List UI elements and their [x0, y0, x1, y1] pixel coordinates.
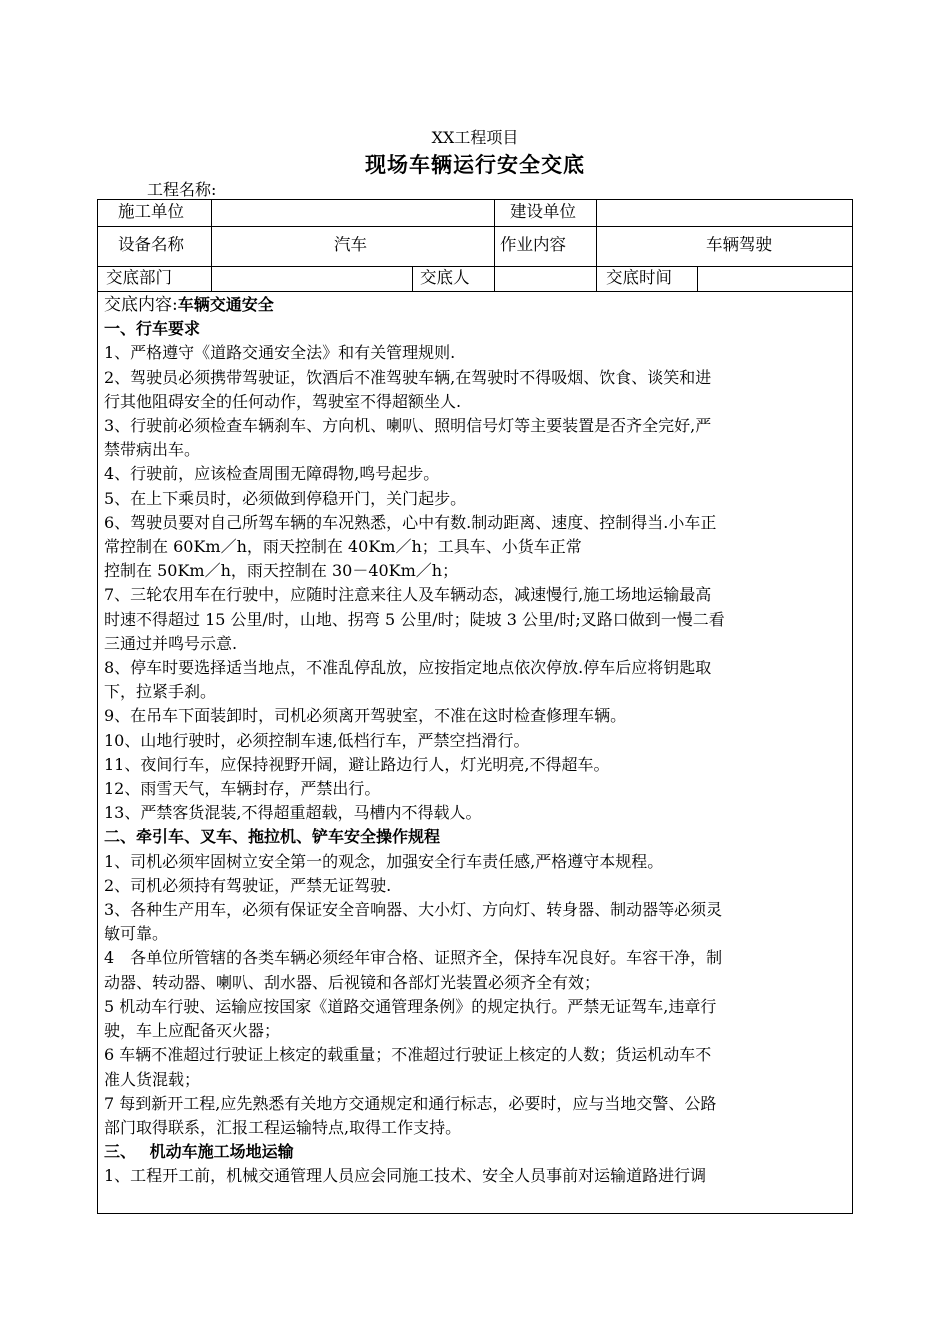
col-divider: [494, 200, 495, 266]
content-line: 2、驾驶员必须携带驾驶证，饮酒后不准驾驶车辆,在驾驶时不得吸烟、饮食、谈笑和进: [104, 367, 712, 387]
job-label: 作业内容: [500, 235, 566, 254]
row-divider: [98, 291, 852, 292]
content-line: 4 各单位所管辖的各类车辆必须经年审合格、证照齐全，保持车况良好。车容干净，制: [104, 948, 723, 968]
content-line: 6 车辆不准超过行驶证上核定的载重量；不准超过行驶证上核定的人数；货运机动车不: [104, 1045, 712, 1065]
content-line: 常控制在 60Km／h，雨天控制在 40Km／h；工具车、小货车正常: [104, 537, 582, 557]
content-line: 5 机动车行驶、运输应按国家《道路交通管理条例》的规定执行。严禁无证驾车,违章行: [104, 996, 717, 1016]
content-line: 11、夜间行车，应保持视野开阔，避让路边行人，灯光明亮,不得超车。: [104, 754, 610, 774]
content-line: 7 每到新开工程,应先熟悉有关地方交通规定和通行标志，必要时，应与当地交警、公路: [104, 1093, 717, 1113]
section-heading: 三、 机动车施工场地运输: [104, 1142, 294, 1162]
content-line: 12、雨雪天气，车辆封存，严禁出行。: [104, 779, 381, 799]
content-line: 1、司机必须牢固树立安全第一的观念，加强安全行车责任感,严格遵守本规程。: [104, 851, 664, 871]
col-divider: [596, 266, 597, 291]
col-divider: [596, 200, 597, 266]
content-line: 2、司机必须持有驾驶证，严禁无证驾驶.: [104, 875, 392, 895]
content-line: 3、行驶前必须检查车辆刹车、方向机、喇叭、照明信号灯等主要装置是否齐全完好,严: [104, 416, 712, 436]
content-line: 行其他阻碍安全的任何动作，驾驶室不得超额坐人.: [104, 391, 462, 411]
content-line: 下，拉紧手刹。: [104, 682, 217, 702]
equipment-value: 汽车: [334, 235, 367, 254]
document-title: 现场车辆运行安全交底: [365, 152, 585, 177]
section-heading: 一、行车要求: [104, 319, 201, 339]
content-line: 7、三轮农用车在行驶中，应随时注意来往人及车辆动态，减速慢行,施工场地运输最高: [104, 585, 712, 605]
content-line: 5、在上下乘员时，必须做到停稳开门，关门起步。: [104, 488, 467, 508]
section-heading: 二、牵引车、叉车、拖拉机、铲车安全操作规程: [104, 827, 441, 847]
col-divider: [494, 266, 495, 291]
content-line: 准人货混载；: [104, 1069, 201, 1089]
dept-label: 交底部门: [106, 268, 172, 287]
owner-unit-label: 建设单位: [510, 202, 576, 221]
content-line: 禁带病出车。: [104, 440, 201, 460]
content-line: 4、行驶前，应该检查周围无障碍物,鸣号起步。: [104, 464, 440, 484]
col-divider: [412, 266, 413, 291]
content-line: 10、山地行驶时，必须控制车速,低档行车，严禁空挡滑行。: [104, 730, 530, 750]
job-value: 车辆驾驶: [706, 235, 772, 254]
content-line: 9、在吊车下面装卸时，司机必须离开驾驶室，不准在这时检查修理车辆。: [104, 706, 627, 726]
col-divider: [211, 266, 212, 291]
col-divider: [211, 200, 212, 266]
content-intro-label: 交底内容:: [104, 295, 178, 315]
disclosure-content: [104, 293, 849, 1189]
content-line: 6、驾驶员要对自己所驾车辆的车况熟悉，心中有数.制动距离、速度、控制得当.小车正: [104, 512, 717, 532]
content-line: 13、严禁客货混装,不得超重超载，马槽内不得载人。: [104, 803, 482, 823]
col-divider: [697, 266, 698, 291]
content-line: 8、停车时要选择适当地点，不准乱停乱放，应按指定地点依次停放.停车后应将钥匙取: [104, 658, 712, 678]
content-intro-topic: 车辆交通安全: [177, 295, 274, 314]
content-line: 1、严格遵守《道路交通安全法》和有关管理规则.: [104, 343, 456, 363]
content-line: 控制在 50Km／h，雨天控制在 30－40Km／h；: [104, 561, 459, 581]
content-line: 敏可靠。: [104, 924, 169, 944]
content-line: 动器、转动器、喇叭、刮水器、后视镜和各部灯光装置必须齐全有效；: [104, 972, 601, 992]
content-line: 驶，车上应配备灭火器；: [104, 1021, 281, 1041]
content-intro: [104, 293, 849, 317]
content-line: 时速不得超过 15 公里/时，山地、拐弯 5 公里/时；陡坡 3 公里/时;叉路口做到一慢二看: [104, 609, 725, 629]
construction-unit-label: 施工单位: [118, 202, 184, 221]
content-line: 1、工程开工前，机械交通管理人员应会同施工技术、安全人员事前对运输道路进行调: [104, 1166, 707, 1186]
content-line: 3、各种生产用车，必须有保证安全音响器、大小灯、方向灯、转身器、制动器等必须灵: [104, 900, 723, 920]
content-line: 三通过并鸣号示意.: [104, 633, 238, 653]
time-label: 交底时间: [606, 268, 672, 287]
project-name-label: 工程名称:: [147, 180, 217, 199]
person-label: 交底人: [420, 268, 470, 287]
project-label: XX工程项目: [431, 128, 519, 147]
equipment-label: 设备名称: [118, 235, 184, 254]
content-line: 部门取得联系，汇报工程运输特点,取得工作支持。: [104, 1117, 462, 1137]
